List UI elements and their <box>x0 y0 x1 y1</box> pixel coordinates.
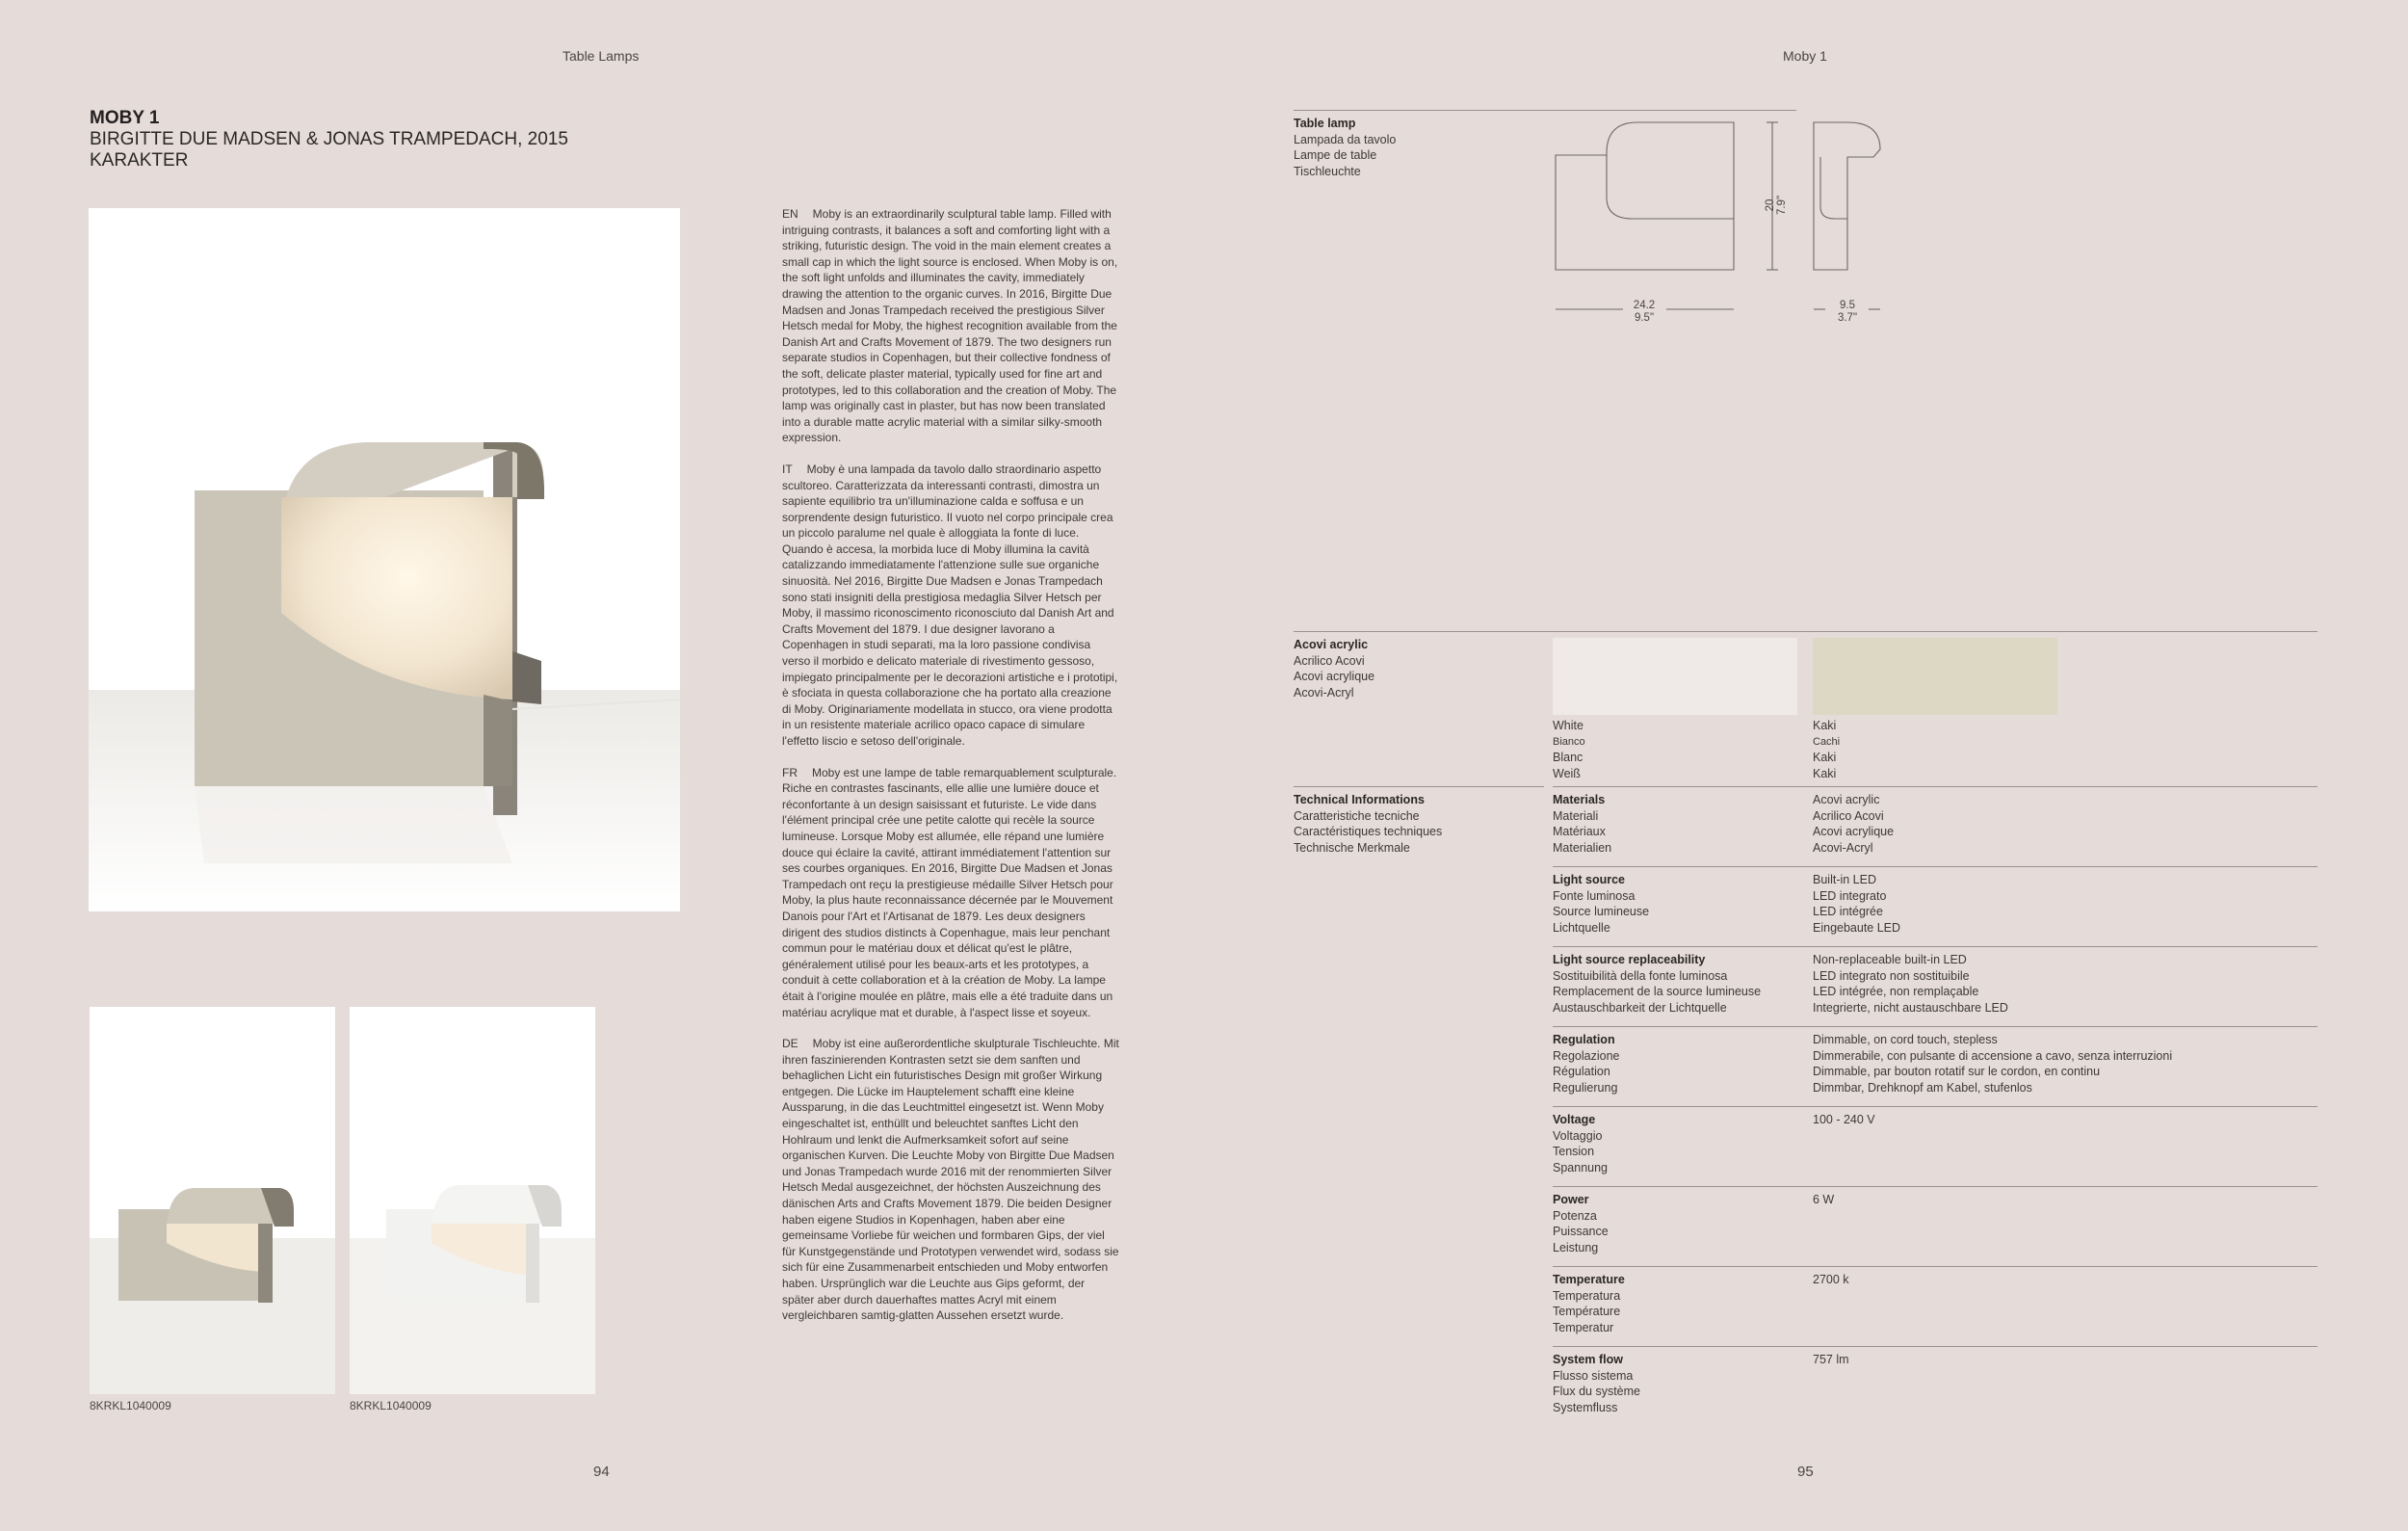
running-header-right: Moby 1 <box>1783 48 1827 64</box>
spec-value: Non-replaceable built-in LED <box>1813 953 1967 966</box>
spec-label: Puissance <box>1553 1225 1609 1238</box>
spec-value-light-source <box>1813 872 1900 936</box>
swatch-white-it: Bianco <box>1553 735 1585 748</box>
running-header-left: Table Lamps <box>563 48 640 64</box>
swatch-kaki-names <box>1813 718 1840 781</box>
variant-photo-white <box>350 1007 595 1394</box>
description-en-text: Moby is an extraordinarily sculptural table lamp. Filled with intriguing contrasts, it balances a soft and comforting light with a striking, futuristic design. The void in the main element creates a small cap in which the light source is enclosed. When Moby is on, the soft light unfolds and illuminates the cavity, immediately drawing the attention to the organic curves. In 2016, Birgitte Due Madsen and Jonas Trampedach received the prestigious Silver Hetsch medal for Moby, the highest recognition available from the Danish Art and Crafts Movement of 1879. The two designers run separate studios in Copenhagen, but their collective fondness of the soft, delicate plaster material, typically used for fine art and prototypes, led to this collaboration and the creation of Moby. The lamp was originally cast in plaster, but has now been translated into a durable matte acrylic material with a similar silky-smooth expression. <box>782 207 1118 445</box>
spec-row-materials <box>1553 792 1611 856</box>
finish-label-en: Acovi acrylic <box>1294 638 1369 651</box>
spec-row-divider <box>1553 786 2317 787</box>
lang-code-it: IT <box>782 462 793 476</box>
spec-row-divider <box>1553 1186 2317 1187</box>
spec-value-voltage <box>1813 1112 1875 1128</box>
finish-label-it: Acrilico Acovi <box>1294 653 1365 668</box>
spec-row-power <box>1553 1192 1609 1255</box>
spec-label: Light source <box>1553 873 1626 886</box>
spec-value: Built-in LED <box>1813 873 1876 886</box>
dim-depth-in: 3.7" <box>1837 312 1858 324</box>
spec-value-replaceability <box>1813 952 2008 1016</box>
spec-label: Light source replaceability <box>1553 953 1706 966</box>
spec-value: LED intégrée, non remplaçable <box>1813 985 1979 998</box>
product-designers: BIRGITTE DUE MADSEN & JONAS TRAMPEDACH, 2015 <box>90 129 568 149</box>
variant-code-1: 8KRKL1040009 <box>90 1399 171 1412</box>
spec-label: Température <box>1553 1305 1621 1318</box>
spec-label: Flusso sistema <box>1553 1368 1634 1383</box>
spec-label: Systemfluss <box>1553 1400 1618 1414</box>
lamp-type-en: Table lamp <box>1294 117 1356 130</box>
spec-value-temperature <box>1813 1272 1849 1288</box>
description-it-text: Moby è una lampada da tavolo dallo straordinario aspetto scultoreo. Caratterizzata da interessanti contrasti, dimostra un sapiente equilibrio tra un'illuminazione calda e soffusa e un sorprendente design futuristico. Il vuoto nel corpo principale crea un piccolo paralume nel quale è alloggiata la fonte di luce. Quando è accesa, la morbida luce di Moby illumina la cavità catalizzando immediatamente l'attenzione sulle sue organiche sinuosità. Nel 2016, Birgitte Due Madsen e Jonas Trampedach sono stati insigniti della prestigiosa medaglia Silver Hetsch per Moby, il massimo riconoscimento riconosciuto dal Danish Art and Crafts Movement del 1879. I due designer lavorano a Copenhagen in studi separati, ma la loro passione condivisa verso il morbido e delicato materiale di rivestimento gessoso, impiegato principalmente per le decorazioni artistiche e i prototipi, è sfociata in questa collaborazione che ha portato alla creazione di Moby. Originariamente modellata in stucco, ora viene prodotta in un resistente materiale acrilico opaco capace di simulare l'effetto liscio e setoso dell'originale. <box>782 462 1118 748</box>
description-it <box>782 462 1119 750</box>
description-en <box>782 206 1119 446</box>
spec-value: Integrierte, nicht austauschbare LED <box>1813 1000 2008 1015</box>
spec-row-system-flow <box>1553 1352 1640 1415</box>
product-description <box>782 206 1119 1339</box>
spec-row-divider <box>1553 1106 2317 1107</box>
spec-value: LED intégrée <box>1813 905 1883 918</box>
spec-label: Power <box>1553 1193 1589 1206</box>
spec-value: 757 lm <box>1813 1353 1849 1366</box>
spec-row-divider <box>1553 946 2317 947</box>
lamp-illustration <box>89 208 680 911</box>
spec-row-voltage <box>1553 1112 1608 1175</box>
spec-value: 100 - 240 V <box>1813 1113 1875 1126</box>
page-number-left: 94 <box>593 1464 610 1480</box>
spec-label: Régulation <box>1553 1065 1610 1078</box>
spec-value: LED integrato <box>1813 888 1887 903</box>
spec-label: Source lumineuse <box>1553 905 1650 918</box>
description-fr-text: Moby est une lampe de table remarquablement sculpturale. Riche en contrastes fascinants, elle allie une lumière douce et réconfortante à un design saisissant et futuriste. Le vide dans l'élément principal crée une petite calotte qui recèle la source lumineuse. Lorsque Moby est allumée, elle répand une lumière douce qui éclaire la cavité, attirant immédiatement l'attention sur ses courbes organiques. En 2016, Birgitte Due Madsen et Jonas Trampedach ont reçu la prestigieuse médaille Silver Hetsch pour Moby, la plus haute reconnaissance décernée par le Mouvement Danois pour l'Art et l'Artisanat de 1879. Les deux designers dirigent des studios distincts à Copenhague, mais leur penchant commun pour le matériau doux et délicat qu'est le plâtre, généralement utilisé pour les beaux-arts et les prototypes, a conduit à cette collaboration et à la création de Moby. La lampe était à l'origine moulée en plâtre, mais elle a été traduite dans un matériau acrylique mat et durable, à l'aspect lisse et soyeux. <box>782 765 1117 1019</box>
spec-row-light-source <box>1553 872 1649 936</box>
spec-row-divider <box>1553 1266 2317 1267</box>
swatch-white-names <box>1553 718 1585 781</box>
spec-value-system-flow <box>1813 1352 1849 1368</box>
spec-label: Matériaux <box>1553 825 1606 838</box>
spec-value: Acrilico Acovi <box>1813 808 1884 823</box>
spec-label: Tension <box>1553 1145 1595 1158</box>
spec-label: Lichtquelle <box>1553 920 1610 935</box>
tech-label-block <box>1294 792 1442 856</box>
spec-label: Leistung <box>1553 1240 1599 1254</box>
swatch-kaki <box>1813 638 2057 715</box>
dim-width-in: 9.5" <box>1634 312 1655 324</box>
spec-value-materials <box>1813 792 1894 856</box>
spec-label: Potenza <box>1553 1208 1597 1223</box>
spec-label: Voltaggio <box>1553 1128 1603 1143</box>
dim-height-in: 7.9" <box>1776 195 1788 216</box>
variant-code-2: 8KRKL1040009 <box>350 1399 432 1412</box>
dim-depth-cm: 9.5 <box>1840 300 1855 311</box>
spec-label: Regulation <box>1553 1033 1615 1046</box>
main-product-photo <box>89 208 680 911</box>
spec-label: Temperatur <box>1553 1320 1614 1334</box>
spec-label: Temperature <box>1553 1273 1625 1286</box>
product-title-block <box>90 108 568 172</box>
spec-value: Dimmerabile, con pulsante di accensione a cavo, senza interruzioni <box>1813 1048 2173 1063</box>
spec-row-divider <box>1553 1026 2317 1027</box>
tech-label-fr: Caractéristiques techniques <box>1294 825 1443 838</box>
finish-label-fr: Acovi acrylique <box>1294 670 1375 683</box>
spec-label: Regolazione <box>1553 1048 1620 1063</box>
spec-label: Flux du système <box>1553 1385 1641 1398</box>
dim-width-cm: 24.2 <box>1633 300 1656 311</box>
spec-label: System flow <box>1553 1353 1623 1366</box>
spec-value: Dimmbar, Drehknopf am Kabel, stufenlos <box>1813 1080 2032 1095</box>
swatch-kaki-de: Kaki <box>1813 766 1837 780</box>
swatch-kaki-en: Kaki <box>1813 719 1837 732</box>
lang-code-de: DE <box>782 1037 798 1051</box>
spec-label: Austauschbarkeit der Lichtquelle <box>1553 1000 1727 1015</box>
spec-label: Sostituibilità della fonte luminosa <box>1553 968 1728 983</box>
lamp-type-fr: Lampe de table <box>1294 148 1377 162</box>
lamp-kaki-illustration <box>90 1007 335 1394</box>
tech-divider <box>1294 786 1544 787</box>
spec-label: Voltage <box>1553 1113 1596 1126</box>
spec-value: Dimmable, par bouton rotatif sur le cordon, en continu <box>1813 1065 2101 1078</box>
swatch-white-en: White <box>1553 719 1584 732</box>
finish-label-block <box>1294 637 1374 700</box>
lamp-type-de: Tischleuchte <box>1294 164 1361 178</box>
product-name: MOBY 1 <box>90 108 160 128</box>
tech-label-it: Caratteristiche tecniche <box>1294 808 1420 823</box>
spec-label: Materialien <box>1553 840 1612 855</box>
spec-value: Acovi acrylique <box>1813 825 1895 838</box>
spec-label: Temperatura <box>1553 1288 1621 1303</box>
tech-label-de: Technische Merkmale <box>1294 840 1410 855</box>
lang-code-fr: FR <box>782 765 798 779</box>
spec-value-power <box>1813 1192 1834 1208</box>
spec-label: Spannung <box>1553 1160 1609 1175</box>
brand-name: KARAKTER <box>90 150 189 171</box>
swatch-white-fr: Blanc <box>1553 751 1584 764</box>
spec-value: 6 W <box>1813 1193 1835 1206</box>
spec-row-temperature <box>1553 1272 1625 1335</box>
lang-code-en: EN <box>782 207 798 221</box>
swatch-kaki-it: Cachi <box>1813 735 1841 748</box>
swatch-white-de: Weiß <box>1553 766 1581 780</box>
lamp-white-illustration <box>350 1007 595 1394</box>
description-de-text: Moby ist eine außerordentliche skulpturale Tischleuchte. Mit ihren faszinierenden Kontrasten setzt sie dem sanften und behaglichen Licht ein futuristisches Design mit großer Wirkung entgegen. Die Lücke im Hauptelement schafft eine kleine Aussparung, in die das Leuchtmittel eingesetzt ist. Wenn Moby eingeschaltet ist, enthüllt und beleuchtet sanftes Licht den Hohlraum und lenkt die Aufmerksamkeit sofort auf seine organischen Kurven. Die Leuchte Moby von Birgitte Due Madsen und Jonas Trampedach wurde 2016 mit der renommierten Silver Hetsch Medal ausgezeichnet, der höchsten Auszeichnung des dänischen Arts and Crafts Movement 1879. Die beiden Designer haben eigene Studios in Kopenhagen, haben aber eine gemeinsame Vorliebe für weichen und formbaren Gips, der viel für Kunstgegenstände und Prototypen verwendet wird, sodass sie sich für eine Zusammenarbeit entschieden und Moby entworfen haben. Ursprünglich war die Leuchte aus Gips geformt, der später aber durch dauerhaftes mattes Acryl mit einem vergleichbaren samtig-glatten Aussehen ersetzt wurde. <box>782 1037 1119 1323</box>
description-fr <box>782 765 1119 1021</box>
swatch-white <box>1553 638 1797 715</box>
finish-divider <box>1294 631 2317 632</box>
finish-label-de: Acovi-Acryl <box>1294 685 1354 700</box>
spec-value: Acovi-Acryl <box>1813 840 1873 855</box>
spec-label: Remplacement de la source lumineuse <box>1553 985 1762 998</box>
variant-photo-kaki <box>90 1007 335 1394</box>
spec-row-regulation <box>1553 1032 1620 1095</box>
spec-value: 2700 k <box>1813 1273 1849 1286</box>
swatch-kaki-fr: Kaki <box>1813 751 1837 764</box>
lamp-type-block <box>1294 116 1396 179</box>
spec-row-divider <box>1553 866 2317 867</box>
spec-label: Materiali <box>1553 808 1599 823</box>
description-de <box>782 1036 1119 1324</box>
page-number-right: 95 <box>1797 1464 1814 1480</box>
spec-label: Materials <box>1553 793 1606 806</box>
dimension-drawing <box>1541 111 1907 332</box>
dim-height-cm: 20 <box>1765 198 1776 212</box>
spec-label: Regulierung <box>1553 1080 1618 1095</box>
lamp-type-it: Lampada da tavolo <box>1294 132 1397 146</box>
spec-value: Eingebaute LED <box>1813 920 1901 935</box>
spec-value-regulation <box>1813 1032 2172 1095</box>
spec-value: Dimmable, on cord touch, stepless <box>1813 1033 1998 1046</box>
spec-row-divider <box>1553 1346 2317 1347</box>
tech-label-en: Technical Informations <box>1294 793 1425 806</box>
spec-value: Acovi acrylic <box>1813 793 1880 806</box>
spec-value: LED integrato non sostituibile <box>1813 968 1970 983</box>
spec-row-replaceability <box>1553 952 1761 1016</box>
spec-label: Fonte luminosa <box>1553 888 1636 903</box>
